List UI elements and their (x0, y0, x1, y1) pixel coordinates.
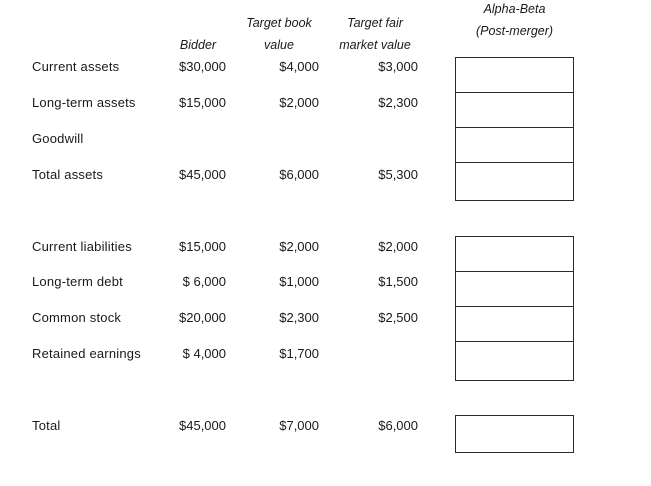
row-label-total: Total (32, 418, 61, 433)
book-long-term-debt: $1,000 (279, 274, 319, 289)
post-merger-cell-common-stock[interactable] (456, 307, 573, 342)
book-common-stock: $2,300 (279, 310, 319, 325)
bidder-common-stock: $20,000 (179, 310, 226, 325)
fair-current-liabilities: $2,000 (378, 239, 418, 254)
row-label-long-term-debt: Long-term debt (32, 274, 123, 289)
post-merger-cell-retained-earnings[interactable] (456, 342, 573, 377)
row-label-total-assets: Total assets (32, 167, 104, 182)
row-label-current-liabilities: Current liabilities (32, 239, 132, 254)
header-post-merger-line1: Alpha-Beta (483, 2, 546, 16)
post-merger-assets-box (455, 57, 574, 201)
post-merger-liabilities-box (455, 236, 574, 381)
post-merger-cell-goodwill[interactable] (456, 128, 573, 163)
fair-current-assets: $3,000 (378, 59, 418, 74)
header-target-book-line1: Target book (246, 16, 312, 30)
header-target-fair-line2: market value (339, 38, 411, 52)
bidder-long-term-debt: $ 6,000 (182, 274, 226, 289)
post-merger-cell-current-liabilities[interactable] (456, 237, 573, 272)
row-label-goodwill: Goodwill (32, 131, 84, 146)
post-merger-cell-total-assets[interactable] (456, 163, 573, 198)
book-retained-earnings: $1,700 (279, 346, 319, 361)
row-label-current-assets: Current assets (32, 59, 120, 74)
header-post-merger-line2: (Post-merger) (475, 24, 554, 38)
book-total: $7,000 (279, 418, 319, 433)
bidder-current-assets: $30,000 (179, 59, 226, 74)
row-label-common-stock: Common stock (32, 310, 122, 325)
post-merger-cell-long-term-debt[interactable] (456, 272, 573, 307)
book-current-assets: $4,000 (279, 59, 319, 74)
post-merger-total-box (455, 415, 574, 453)
fair-common-stock: $2,500 (378, 310, 418, 325)
bidder-total-assets: $45,000 (179, 167, 226, 182)
post-merger-cell-total[interactable] (456, 416, 573, 452)
fair-long-term-debt: $1,500 (378, 274, 418, 289)
header-target-fair-line1: Target fair (347, 16, 403, 30)
row-label-long-term-assets: Long-term assets (32, 95, 136, 110)
header-bidder: Bidder (179, 38, 217, 52)
bidder-retained-earnings: $ 4,000 (182, 346, 226, 361)
book-long-term-assets: $2,000 (279, 95, 319, 110)
bidder-current-liabilities: $15,000 (179, 239, 226, 254)
post-merger-cell-long-term-assets[interactable] (456, 93, 573, 128)
header-target-book-line2: value (264, 38, 294, 52)
fair-total-assets: $5,300 (378, 167, 418, 182)
book-total-assets: $6,000 (279, 167, 319, 182)
bidder-long-term-assets: $15,000 (179, 95, 226, 110)
fair-long-term-assets: $2,300 (378, 95, 418, 110)
fair-total: $6,000 (378, 418, 418, 433)
row-label-retained-earnings: Retained earnings (32, 346, 141, 361)
book-current-liabilities: $2,000 (279, 239, 319, 254)
post-merger-cell-current-assets[interactable] (456, 58, 573, 93)
bidder-total: $45,000 (179, 418, 226, 433)
